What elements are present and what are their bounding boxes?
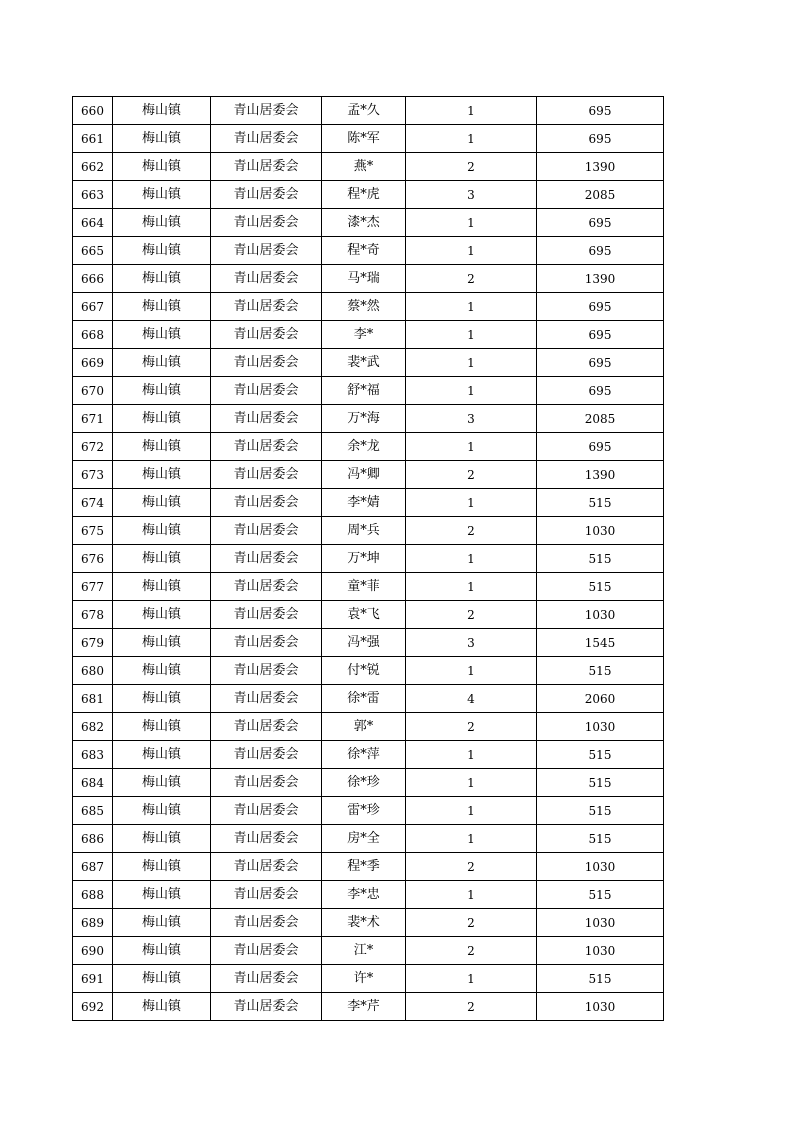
name-cell: 舒*福 [322,377,406,405]
name-cell: 房*全 [322,825,406,853]
table-row [73,601,664,629]
town-cell: 梅山镇 [113,461,211,489]
name-cell: 李*婧 [322,489,406,517]
amount-cell: 695 [537,321,664,349]
name-cell: 袁*飞 [322,601,406,629]
town-cell: 梅山镇 [113,433,211,461]
table-row [73,797,664,825]
seq-cell: 670 [73,377,113,405]
amount-cell: 1390 [537,153,664,181]
count-cell: 1 [406,657,537,685]
table-row [73,517,664,545]
town-cell: 梅山镇 [113,965,211,993]
amount-cell: 515 [537,545,664,573]
name-cell: 万*坤 [322,545,406,573]
count-cell: 2 [406,993,537,1021]
name-cell: 陈*军 [322,125,406,153]
count-cell: 2 [406,461,537,489]
name-cell: 漆*杰 [322,209,406,237]
name-cell: 冯*强 [322,629,406,657]
seq-cell: 678 [73,601,113,629]
town-cell: 梅山镇 [113,125,211,153]
seq-cell: 661 [73,125,113,153]
amount-cell: 2085 [537,405,664,433]
town-cell: 梅山镇 [113,97,211,125]
amount-cell: 515 [537,881,664,909]
table-row [73,349,664,377]
seq-cell: 674 [73,489,113,517]
count-cell: 1 [406,825,537,853]
town-cell: 梅山镇 [113,769,211,797]
town-cell: 梅山镇 [113,741,211,769]
amount-cell: 1545 [537,629,664,657]
table-row [73,629,664,657]
name-cell: 万*海 [322,405,406,433]
name-cell: 程*奇 [322,237,406,265]
count-cell: 2 [406,517,537,545]
town-cell: 梅山镇 [113,657,211,685]
community-cell: 青山居委会 [211,797,322,825]
community-cell: 青山居委会 [211,181,322,209]
seq-cell: 664 [73,209,113,237]
count-cell: 1 [406,545,537,573]
community-cell: 青山居委会 [211,265,322,293]
town-cell: 梅山镇 [113,545,211,573]
town-cell: 梅山镇 [113,685,211,713]
table-row [73,909,664,937]
town-cell: 梅山镇 [113,293,211,321]
community-cell: 青山居委会 [211,685,322,713]
amount-cell: 695 [537,209,664,237]
community-cell: 青山居委会 [211,545,322,573]
amount-cell: 1030 [537,993,664,1021]
amount-cell: 1030 [537,937,664,965]
community-cell: 青山居委会 [211,937,322,965]
count-cell: 2 [406,909,537,937]
table-row [73,237,664,265]
seq-cell: 667 [73,293,113,321]
amount-cell: 695 [537,125,664,153]
town-cell: 梅山镇 [113,321,211,349]
table-row [73,573,664,601]
name-cell: 李*忠 [322,881,406,909]
count-cell: 2 [406,937,537,965]
community-cell: 青山居委会 [211,293,322,321]
name-cell: 余*龙 [322,433,406,461]
town-cell: 梅山镇 [113,489,211,517]
community-cell: 青山居委会 [211,657,322,685]
seq-cell: 690 [73,937,113,965]
count-cell: 3 [406,181,537,209]
amount-cell: 515 [537,797,664,825]
amount-cell: 1390 [537,461,664,489]
seq-cell: 672 [73,433,113,461]
count-cell: 1 [406,489,537,517]
seq-cell: 688 [73,881,113,909]
community-cell: 青山居委会 [211,321,322,349]
town-cell: 梅山镇 [113,601,211,629]
amount-cell: 515 [537,769,664,797]
seq-cell: 663 [73,181,113,209]
name-cell: 徐*珍 [322,769,406,797]
name-cell: 孟*久 [322,97,406,125]
table-row [73,657,664,685]
count-cell: 1 [406,237,537,265]
amount-cell: 515 [537,657,664,685]
table-row [73,965,664,993]
table-row [73,153,664,181]
amount-cell: 2085 [537,181,664,209]
record-table-body [73,97,664,1021]
amount-cell: 695 [537,237,664,265]
count-cell: 1 [406,125,537,153]
amount-cell: 695 [537,293,664,321]
community-cell: 青山居委会 [211,965,322,993]
table-row [73,405,664,433]
name-cell: 裴*术 [322,909,406,937]
community-cell: 青山居委会 [211,993,322,1021]
table-row [73,125,664,153]
amount-cell: 1030 [537,601,664,629]
amount-cell: 695 [537,349,664,377]
count-cell: 1 [406,321,537,349]
seq-cell: 679 [73,629,113,657]
count-cell: 1 [406,573,537,601]
table-row [73,433,664,461]
name-cell: 许* [322,965,406,993]
name-cell: 徐*萍 [322,741,406,769]
seq-cell: 671 [73,405,113,433]
table-row [73,265,664,293]
count-cell: 1 [406,293,537,321]
table-row [73,321,664,349]
name-cell: 付*锐 [322,657,406,685]
table-row [73,97,664,125]
table-row [73,769,664,797]
table-row [73,377,664,405]
town-cell: 梅山镇 [113,825,211,853]
count-cell: 1 [406,769,537,797]
town-cell: 梅山镇 [113,629,211,657]
seq-cell: 675 [73,517,113,545]
count-cell: 1 [406,433,537,461]
record-table [72,96,664,1021]
amount-cell: 1030 [537,517,664,545]
community-cell: 青山居委会 [211,573,322,601]
amount-cell: 695 [537,97,664,125]
name-cell: 蔡*然 [322,293,406,321]
community-cell: 青山居委会 [211,825,322,853]
table-row [73,209,664,237]
table-row [73,993,664,1021]
name-cell: 冯*卿 [322,461,406,489]
seq-cell: 686 [73,825,113,853]
seq-cell: 676 [73,545,113,573]
seq-cell: 680 [73,657,113,685]
count-cell: 3 [406,629,537,657]
town-cell: 梅山镇 [113,909,211,937]
seq-cell: 691 [73,965,113,993]
name-cell: 郭* [322,713,406,741]
seq-cell: 685 [73,797,113,825]
seq-cell: 682 [73,713,113,741]
name-cell: 程*虎 [322,181,406,209]
community-cell: 青山居委会 [211,433,322,461]
count-cell: 1 [406,97,537,125]
table-row [73,881,664,909]
name-cell: 李*芹 [322,993,406,1021]
table-row [73,181,664,209]
town-cell: 梅山镇 [113,237,211,265]
seq-cell: 669 [73,349,113,377]
town-cell: 梅山镇 [113,349,211,377]
table-row [73,853,664,881]
town-cell: 梅山镇 [113,713,211,741]
community-cell: 青山居委会 [211,237,322,265]
count-cell: 2 [406,153,537,181]
town-cell: 梅山镇 [113,209,211,237]
count-cell: 3 [406,405,537,433]
name-cell: 江* [322,937,406,965]
table-row [73,545,664,573]
amount-cell: 1030 [537,853,664,881]
count-cell: 1 [406,349,537,377]
count-cell: 1 [406,741,537,769]
name-cell: 李* [322,321,406,349]
community-cell: 青山居委会 [211,97,322,125]
seq-cell: 681 [73,685,113,713]
count-cell: 2 [406,601,537,629]
community-cell: 青山居委会 [211,713,322,741]
seq-cell: 660 [73,97,113,125]
name-cell: 程*季 [322,853,406,881]
community-cell: 青山居委会 [211,629,322,657]
town-cell: 梅山镇 [113,573,211,601]
seq-cell: 689 [73,909,113,937]
town-cell: 梅山镇 [113,517,211,545]
community-cell: 青山居委会 [211,517,322,545]
amount-cell: 1030 [537,909,664,937]
town-cell: 梅山镇 [113,153,211,181]
seq-cell: 684 [73,769,113,797]
table-row [73,713,664,741]
table-row [73,461,664,489]
seq-cell: 687 [73,853,113,881]
town-cell: 梅山镇 [113,797,211,825]
community-cell: 青山居委会 [211,153,322,181]
community-cell: 青山居委会 [211,881,322,909]
seq-cell: 673 [73,461,113,489]
count-cell: 1 [406,881,537,909]
seq-cell: 665 [73,237,113,265]
name-cell: 周*兵 [322,517,406,545]
community-cell: 青山居委会 [211,125,322,153]
seq-cell: 666 [73,265,113,293]
community-cell: 青山居委会 [211,405,322,433]
seq-cell: 662 [73,153,113,181]
community-cell: 青山居委会 [211,853,322,881]
amount-cell: 515 [537,965,664,993]
table-row [73,825,664,853]
amount-cell: 1030 [537,713,664,741]
table-row [73,489,664,517]
town-cell: 梅山镇 [113,937,211,965]
seq-cell: 683 [73,741,113,769]
community-cell: 青山居委会 [211,601,322,629]
amount-cell: 1390 [537,265,664,293]
count-cell: 2 [406,713,537,741]
count-cell: 1 [406,209,537,237]
community-cell: 青山居委会 [211,461,322,489]
community-cell: 青山居委会 [211,349,322,377]
count-cell: 2 [406,265,537,293]
seq-cell: 692 [73,993,113,1021]
amount-cell: 515 [537,825,664,853]
community-cell: 青山居委会 [211,377,322,405]
community-cell: 青山居委会 [211,909,322,937]
community-cell: 青山居委会 [211,741,322,769]
town-cell: 梅山镇 [113,265,211,293]
table-row [73,937,664,965]
town-cell: 梅山镇 [113,881,211,909]
table-row [73,293,664,321]
table-row [73,685,664,713]
amount-cell: 515 [537,573,664,601]
count-cell: 4 [406,685,537,713]
amount-cell: 2060 [537,685,664,713]
community-cell: 青山居委会 [211,489,322,517]
town-cell: 梅山镇 [113,405,211,433]
town-cell: 梅山镇 [113,377,211,405]
name-cell: 马*瑞 [322,265,406,293]
name-cell: 燕* [322,153,406,181]
town-cell: 梅山镇 [113,181,211,209]
community-cell: 青山居委会 [211,209,322,237]
amount-cell: 515 [537,741,664,769]
amount-cell: 695 [537,377,664,405]
community-cell: 青山居委会 [211,769,322,797]
seq-cell: 677 [73,573,113,601]
town-cell: 梅山镇 [113,853,211,881]
name-cell: 雷*珍 [322,797,406,825]
count-cell: 1 [406,797,537,825]
amount-cell: 515 [537,489,664,517]
count-cell: 1 [406,377,537,405]
name-cell: 童*菲 [322,573,406,601]
count-cell: 1 [406,965,537,993]
count-cell: 2 [406,853,537,881]
amount-cell: 695 [537,433,664,461]
table-row [73,741,664,769]
town-cell: 梅山镇 [113,993,211,1021]
name-cell: 徐*雷 [322,685,406,713]
seq-cell: 668 [73,321,113,349]
name-cell: 裴*武 [322,349,406,377]
